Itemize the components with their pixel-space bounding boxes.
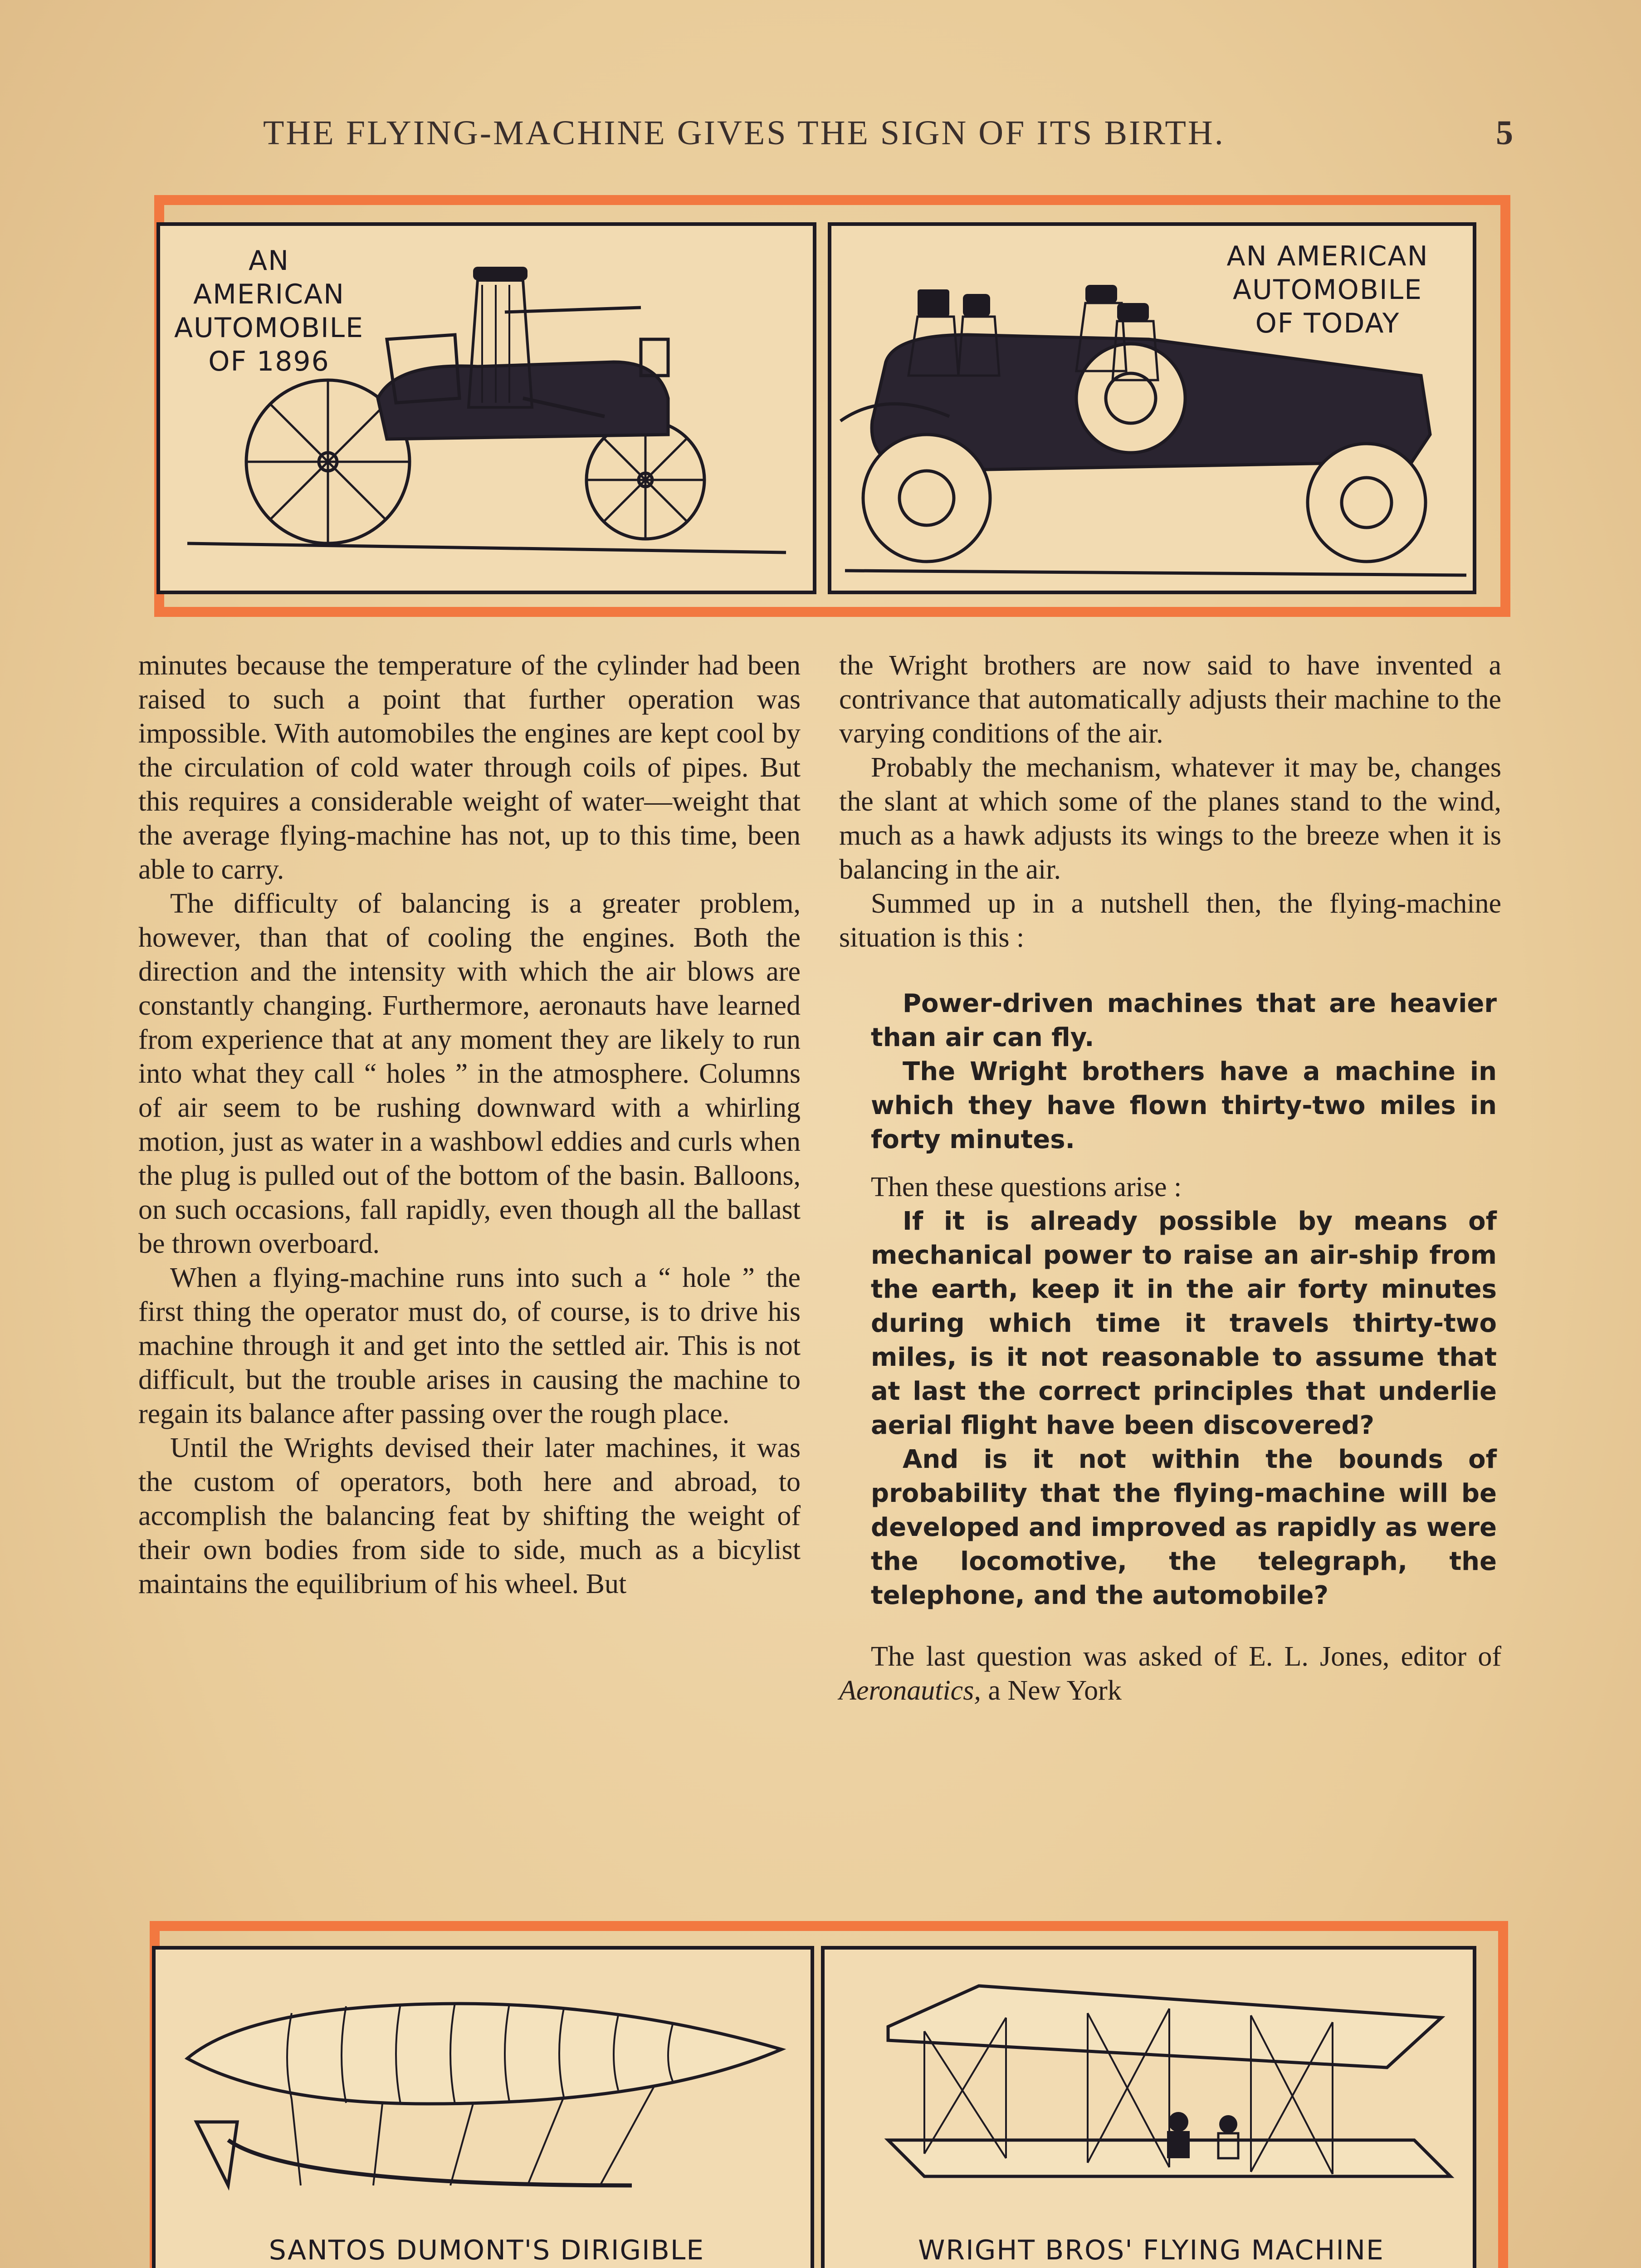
caption-line: AUTOMOBILE	[174, 312, 364, 344]
paragraph: The difficulty of balancing is a greater problem, however, than that of cooling the engines. Both the direction and the intensity with which the air blows are constantly changing. Furthermore, aeronauts have learned from experience that at any moment they are likely to run into what they call “ holes ” in the atmosphere. Columns of air seem to be rushing downward with a whirling motion, just as water in a washbowl eddies and curls when the plug is pulled out of the bottom of the basin. Balloons, on such occasions, fall rapidly, even though all the ballast be thrown overboard.	[138, 888, 801, 1259]
questions-block	[871, 1204, 1497, 1613]
bold-question: And is it not within the bounds of probability that the flying-machine will be developed and improved as rapidly as were the locomotive, the telegraph, the telephone, and the automobile?	[871, 1445, 1497, 1610]
modern-automobile-drawing	[831, 226, 1475, 589]
bold-question: If it is already possible by means of mechanical power to raise an air-ship from the earth, keep it in the air forty minutes during which time it travels thirty-two miles, is it not reasonable to assume that at last the correct principles that underlie aerial flight have been discovered?	[871, 1207, 1497, 1440]
caption-line: SANTOS DUMONT'S DIRIGIBLE	[269, 2234, 705, 2266]
wright-flying-machine-drawing	[825, 1950, 1473, 2231]
page-header	[263, 113, 1515, 154]
caption-wright-flying-machine	[852, 2234, 1451, 2268]
paragraph-last-question	[839, 1640, 1501, 1708]
paragraph: Until the Wrights devised their later machines, it was the custom of operators, both here and abroad, to accomplish the balancing feat by shifting the weight of their own bodies from side to side, much as a bicylist maintains the equilibrium of his wheel. But	[138, 1432, 801, 1599]
caption-line: WRIGHT BROS' FLYING MACHINE	[918, 2234, 1384, 2266]
publication-title: Aeronautics,	[839, 1675, 981, 1706]
paragraph: the Wright brothers are now said to have invented a contrivance that automatically adjusts their machine to the varying conditions of the air.	[839, 650, 1501, 749]
caption-line: AUTOMOBILE	[1232, 274, 1423, 306]
caption-line: AN AMERICAN	[1226, 240, 1429, 272]
old-automobile-drawing	[160, 226, 813, 589]
text-span: a New York	[981, 1675, 1122, 1706]
summary-statements	[871, 987, 1497, 1157]
page-number: 5	[1496, 114, 1515, 152]
bold-statement: The Wright brothers have a machine in which they have flown thirty-two miles in forty minutes.	[871, 1057, 1497, 1154]
right-text-column	[839, 649, 1501, 1708]
running-title: THE FLYING-MACHINE GIVES THE SIGN OF ITS BIRTH.	[263, 114, 1225, 152]
caption-line: OF TODAY	[1255, 308, 1400, 339]
left-text-column	[138, 649, 801, 1601]
dirigible-balloon-drawing	[156, 1950, 809, 2231]
text-span: The last question was asked of E. L. Jones, editor of	[871, 1641, 1501, 1672]
paragraph: Then these questions arise :	[871, 1172, 1182, 1202]
panel-automobile-1896	[156, 222, 816, 594]
paragraph: Summed up in a nutshell then, the flying-machine situation is this :	[839, 888, 1501, 953]
caption-line: OF 1896	[208, 346, 330, 377]
panel-dirigible-balloon	[152, 1946, 814, 2268]
paragraph: When a flying-machine runs into such a “ hole ” the first thing the operator must do, of course, is to drive his machine through it and get into the settled air. This is not difficult, but the trouble arises in causing the machine to regain its balance after passing over the rough place.	[138, 1262, 801, 1429]
bold-statement: Power-driven machines that are heavier than air can fly.	[871, 989, 1497, 1052]
caption-line: AN AMERICAN	[193, 245, 345, 310]
paragraph: minutes because the temperature of the cylinder had been raised to such a point that further operation was impossible. With automobiles the engines are kept cool by the circulation of cold water through coils of pipes. But this requires a considerable weight of water—weight that the average flying-machine has not, up to this time, been able to carry.	[138, 650, 801, 885]
panel-wright-flying-machine	[821, 1946, 1476, 2268]
paragraph: Probably the mechanism, whatever it may be, changes the slant at which some of the planes stand to the wind, much as a hawk adjusts its wings to the breeze when it is balancing in the air.	[839, 752, 1501, 885]
panel-automobile-today	[828, 222, 1476, 594]
caption-dirigible-balloon	[183, 2234, 791, 2268]
